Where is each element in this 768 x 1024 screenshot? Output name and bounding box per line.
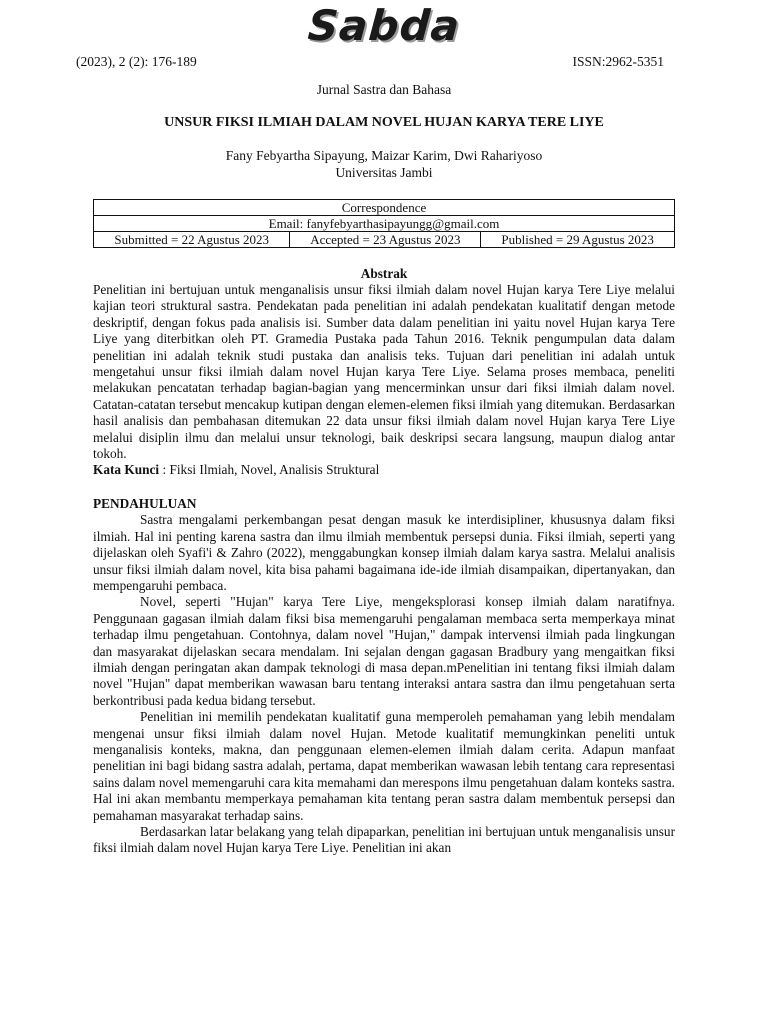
accepted-date: Accepted = 23 Agustus 2023 [290,232,481,248]
keywords-label: Kata Kunci [93,462,160,478]
article-title: UNSUR FIKSI ILMIAH DALAM NOVEL HUJAN KARYA TERE LIYE [164,115,604,130]
journal-logo: Sabda [306,1,462,50]
journal-name: Jurnal Sastra dan Bahasa [316,82,452,97]
correspondence-email: Email: fanyfebyarthasipayungg@gmail.com [94,216,675,232]
intro-paragraph: Berdasarkan latar belakang yang telah dipaparkan, penelitian ini bertujuan untuk menganalisis unsur fiksi ilmiah dalam novel Hujan karya Tere Liye. Penelitian ini akan [93,824,675,856]
correspondence-heading: Correspondence [94,200,675,216]
abstract-text: Penelitian ini bertujuan untuk menganalisis unsur fiksi ilmiah dalam novel Hujan karya Tere Liye melalui kajian teori struktural sastra. Pendekatan pada penelitian ini adalah pendekatan kualitatif dengan metode deskriptif, dengan fokus pada analisis isi. Sumber data dalam penelitian ini yaitu novel Hujan karya Tere Liye yang diterbitkan oleh PT. Gramedia Pustaka pada Tahun 2016. Teknik pengumpulan data dalam penelitian ini adalah teknik studi pustaka dan analisis teks. Tujuan dari penelitian ini adalah untuk mengetahui unsur fiksi ilmiah dalam novel Hujan karya Tere Liye. Selama proses membaca, peneliti melakukan pencatatan terhadap bagian-bagian yang mencerminkan unsur dari fiksi ilmiah dalam novel. Catatan-catatan tersebut mencakup kutipan dengan elemen-elemen fiksi ilmiah yang ditemukan. Berdasarkan hasil analisis dan pembahasan ditemukan 22 data unsur fiksi ilmiah dalam novel Hujan karya Tere Liye melalui disiplin ilmu dan melalui unsur teknologi, baik deskripsi secara langsung, maupun dialog antar tokoh. [93,282,675,462]
affiliation: Universitas Jambi [335,165,433,180]
intro-paragraph: Novel, seperti "Hujan" karya Tere Liye, mengeksplorasi konsep ilmiah dalam naratifnya. Penggunaan gagasan ilmiah dalam fiksi bisa memengaruhi pengalaman membaca serta memperkaya minat terhadap ilmu pengetahuan. Contohnya, dalam novel "Hujan," dampak intervensi ilmiah pada lingkungan dan masyarakat dijelaskan secara mendalam. Ini sejalan dengan gagasan Bradbury yang mengaitkan fiksi ilmiah dengan peringatan akan dampak teknologi di masa depan.mPenelitian ini tentang fiksi ilmiah dalam novel "Hujan" dapat memberikan wawasan baru tentang interaksi antara sastra dan ilmu pengetahuan serta berkontribusi pada kedua bidang tersebut. [93,594,675,708]
published-date: Published = 29 Agustus 2023 [481,232,675,248]
body-text [93,282,675,857]
submitted-date: Submitted = 22 Agustus 2023 [94,232,290,248]
authors: Fany Febyartha Sipayung, Maizar Karim, Dwi Rahariyoso [225,148,543,163]
issn: ISSN:2962-5351 [572,54,664,69]
intro-paragraph: Penelitian ini memilih pendekatan kualitatif guna memperoleh pemahaman yang lebih mendalam mengenai unsur fiksi ilmiah dalam novel Hujan. Metode kualitatif memungkinkan peneliti untuk menganalisis konteks, makna, dan penggunaan elemen-elemen ilmiah dalam cerita. Adapun manfaat penelitian ini bagi bidang sastra adalah, pertama, dapat memberikan wawasan lebih tentang cara representasi sains dalam novel memengaruhi cara kita memahami dan merespons ilmu pengetahuan dalam konteks sastra. Hal ini akan membantu memperkaya pemahaman kita tentang peran sastra dalam membentuk persepsi dan pemahaman masyarakat terhadap sains. [93,709,675,823]
section-heading-introduction: PENDAHULUAN [93,495,197,511]
keywords [93,462,675,478]
keywords-text: : Fiksi Ilmiah, Novel, Analisis Struktural [159,462,380,478]
abstract-heading: Abstrak [360,266,408,281]
intro-paragraph: Sastra mengalami perkembangan pesat dengan masuk ke interdisipliner, khususnya dalam fiksi ilmiah. Hal ini penting karena sastra dan ilmu ilmiah membentuk persepsi dunia. Fiksi ilmiah, seperti yang dijelaskan oleh Syafi'i & Zahro (2022), menggabungkan konsep ilmiah dalam karya sastra. Melalui analisis unsur fiksi ilmiah dalam novel, kita bisa pahami bagaimana ide-ide ilmiah disampaikan, dipertanyakan, dan mempengaruhi pembaca. [93,512,675,593]
correspondence-table [93,199,675,248]
citation: (2023), 2 (2): 176-189 [76,54,197,69]
